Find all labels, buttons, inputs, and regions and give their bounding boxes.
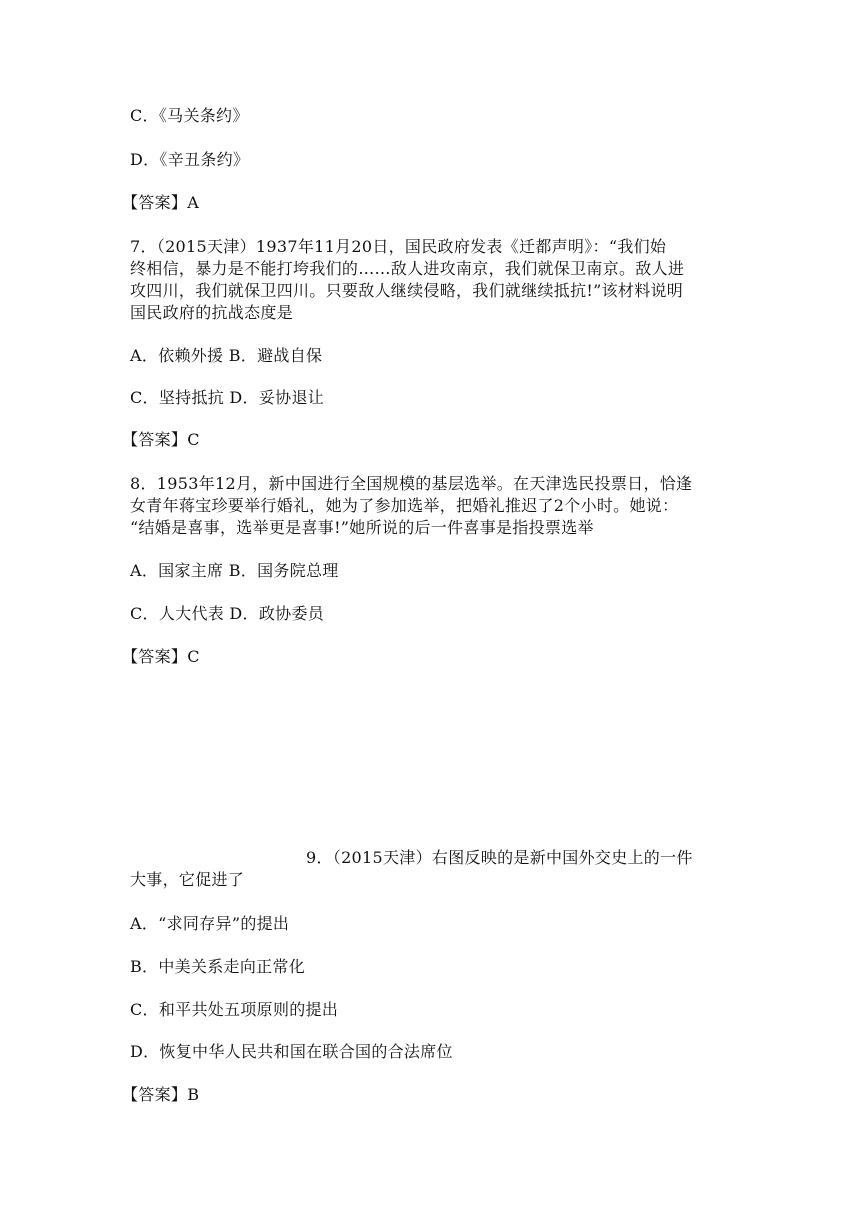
q7-stem-line-4: 国民政府的抗战态度是 bbox=[130, 303, 294, 322]
q7-stem-line-2: 终相信，暴力是不能打垮我们的……敌人进攻南京，我们就保卫南京。敌人进 bbox=[130, 259, 685, 278]
q9-stem-line-1: 9．（2015天津）右图反映的是新中国外交史上的一件 bbox=[306, 848, 693, 867]
q7-options-ab: A．依赖外援 B．避战自保 bbox=[130, 346, 323, 365]
q9-option-c: C．和平共处五项原则的提出 bbox=[130, 1000, 339, 1019]
answer-value: C bbox=[187, 647, 200, 666]
q9-option-a: A．“求同存异”的提出 bbox=[130, 914, 290, 933]
answer-value: B bbox=[187, 1085, 200, 1104]
q7-answer bbox=[122, 429, 200, 451]
q8-stem-line-3: “结婚是喜事，选举更是喜事!”她所说的后一件喜事是指投票选举 bbox=[130, 518, 594, 537]
answer-label: 【答案】 bbox=[122, 647, 188, 666]
q7-options-cd: C．坚持抵抗 D．妥协退让 bbox=[130, 388, 325, 407]
answer-label: 【答案】 bbox=[122, 1085, 188, 1104]
q7-stem-line-1: 7．（2015天津）1937年11月20日，国民政府发表《迁都声明》：“我们始 bbox=[130, 237, 667, 256]
q9-option-d: D．恢复中华人民共和国在联合国的合法席位 bbox=[130, 1042, 453, 1061]
q8-options-ab: A．国家主席 B．国务院总理 bbox=[130, 561, 339, 580]
q8-answer bbox=[122, 646, 200, 668]
q9-option-b: B．中美关系走向正常化 bbox=[130, 957, 306, 976]
answer-label: 【答案】 bbox=[122, 193, 188, 212]
answer-label: 【答案】 bbox=[122, 430, 188, 449]
q9-answer bbox=[122, 1084, 199, 1106]
q7-stem-line-3: 攻四川，我们就保卫四川。只要敌人继续侵略，我们就继续抵抗!”该材料说明 bbox=[130, 281, 684, 300]
answer-value: A bbox=[187, 193, 200, 212]
q6-answer bbox=[122, 192, 199, 214]
q9-stem-line-2: 大事，它促进了 bbox=[130, 870, 245, 889]
answer-value: C bbox=[187, 430, 200, 449]
q8-stem-line-2: 女青年蒋宝珍要举行婚礼，她为了参加选举，把婚礼推迟了2个小时。她说： bbox=[130, 496, 679, 515]
q8-options-cd: C．人大代表 D．政协委员 bbox=[130, 604, 325, 623]
q8-stem-line-1: 8．1953年12月，新中国进行全国规模的基层选举。在天津选民投票日，恰逢 bbox=[130, 474, 693, 493]
q6-option-d: D．《辛丑条约》 bbox=[130, 150, 250, 169]
q6-option-c: C．《马关条约》 bbox=[130, 106, 249, 125]
